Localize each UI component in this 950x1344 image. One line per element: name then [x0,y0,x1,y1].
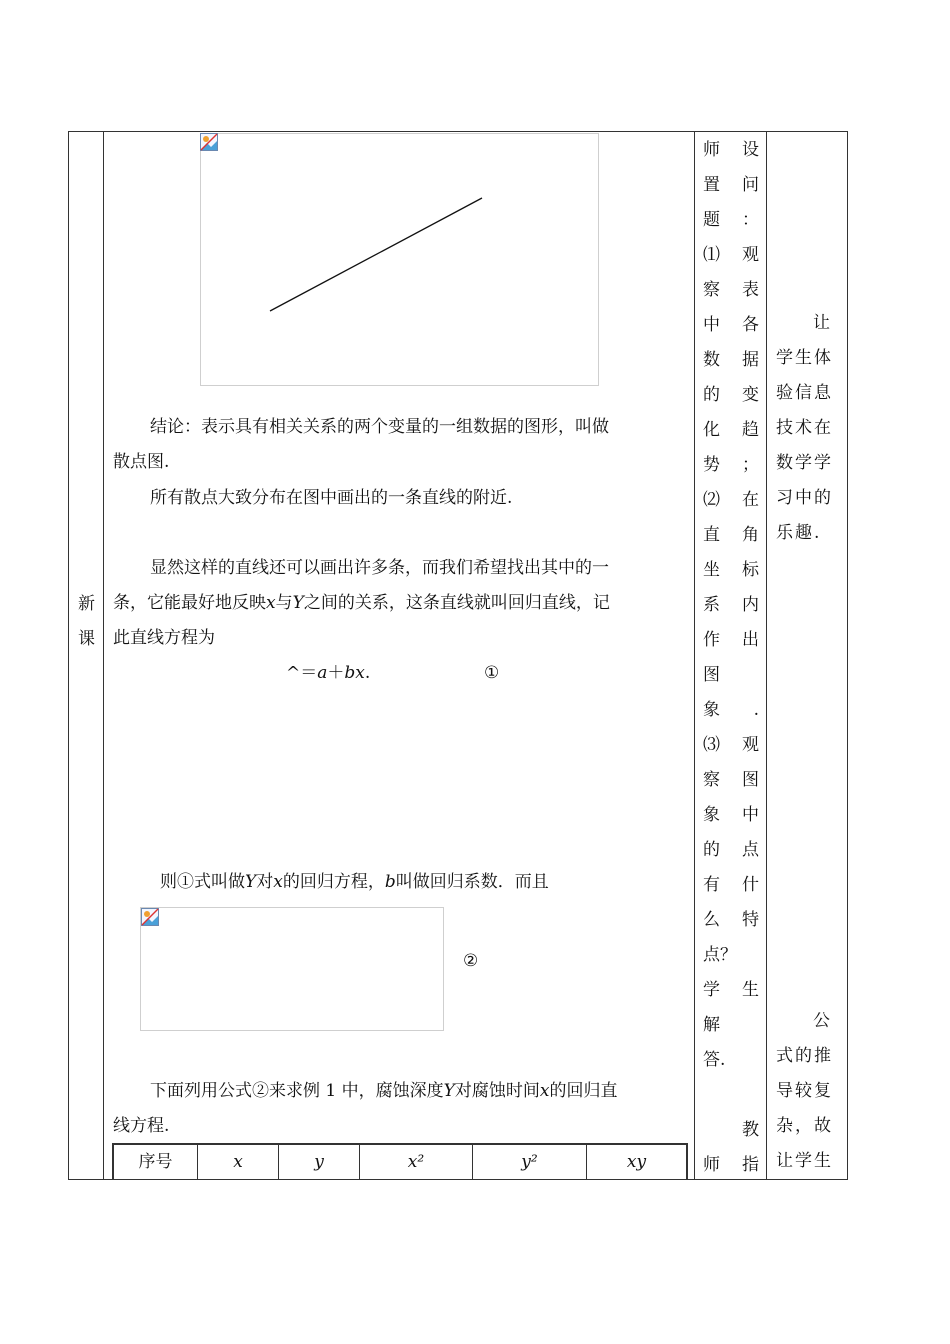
teacher-line [703,518,759,553]
char: ⑵ [703,490,720,510]
text-segment: 下面列用公式②来求例 1 中，腐蚀深度 [150,1081,444,1101]
teacher-line [703,798,759,833]
eq-end: . [364,663,371,683]
char: 答. [703,1050,726,1070]
regression-line [270,198,482,311]
char: 的 [703,840,720,860]
char: 象 [703,805,720,825]
char: 数 [703,350,720,370]
teacher-line [703,623,759,658]
equation-marker-2: ② [463,951,479,971]
regression-intro: 显然这样的直线还可以画出许多条，而我们希望找出其中的一 [150,558,609,578]
char: 作 [703,630,720,650]
table-header-y-squared: y² [521,1152,538,1172]
char: 表 [742,280,759,300]
teacher-line [703,1113,759,1148]
purpose-line: 让 [813,313,832,333]
teacher-line [703,553,759,588]
regression-definition [160,865,549,900]
eq-b: b [344,663,356,683]
char: 生 [742,980,759,1000]
text-segment: 对腐蚀时间 [454,1081,540,1101]
table-divider-main [694,131,695,1180]
teacher-line [703,728,759,763]
char: ； [742,455,759,475]
text-segment: 的回归方程， [282,872,385,892]
char: 设 [742,140,759,160]
teacher-line [703,833,759,868]
char: 的 [703,385,720,405]
char: 图 [703,665,720,685]
text-segment: 与 [275,593,293,613]
teacher-line [703,308,759,343]
data-table-border [686,1143,688,1180]
teacher-line [703,273,759,308]
char: 师 [703,1155,720,1175]
teacher-line [703,203,759,238]
regression-equation [286,656,370,691]
teacher-line [703,1008,759,1043]
char: 师 [703,140,720,160]
purpose-line: 验信息 [776,383,833,403]
teacher-line [703,133,759,168]
char: 化 [703,420,720,440]
table-divider-teacher [766,131,767,1180]
purpose-line: 杂，故 [776,1116,833,1136]
char: 势 [703,455,720,475]
purpose-line: 式的推 [776,1046,833,1066]
char: 坐 [703,560,720,580]
table-header-x-squared: x² [407,1152,425,1172]
eq-hat: ^＝ [286,663,318,683]
table-right-border [847,131,848,1180]
teacher-line [703,973,759,1008]
teacher-line [703,903,759,938]
char: 点？ [703,945,737,965]
var-y: Y [443,1081,455,1101]
char: 变 [742,385,759,405]
text-segment: 的回归直 [549,1081,618,1101]
char: 系 [703,595,720,615]
char: 指 [742,1155,759,1175]
var-x: x [273,872,283,892]
teacher-line [703,483,759,518]
purpose-line: 导较复 [776,1081,833,1101]
purpose-line: 技术在 [776,418,833,438]
char: 什 [742,875,759,895]
var-y: Y [292,593,304,613]
var-y: Y [245,872,257,892]
table-header-y: y [314,1152,324,1172]
text-segment: 对 [256,872,274,892]
char: 中 [742,805,759,825]
table-top-border [68,131,848,132]
char: 观 [742,245,759,265]
purpose-line: 公 [813,1011,832,1031]
purpose-line: 学生体 [776,348,833,368]
regression-intro-cont [113,586,610,621]
conclusion-text: 结论：表示具有相关关系的两个变量的一组数据的图形，叫做 [150,417,609,437]
char: . [753,700,759,720]
char: 出 [742,630,759,650]
char: 解 [703,1015,720,1035]
purpose-block-2 [776,1004,840,1179]
char: 置 [703,175,720,195]
purpose-line: 乐趣. [776,523,822,543]
purpose-line: 数学学 [776,453,833,473]
teacher-line [703,693,759,728]
char: ： [742,210,759,230]
table-header-xy: xy [626,1152,647,1172]
char: 察 [703,280,720,300]
teacher-line [703,868,759,903]
var-x: x [266,593,276,613]
char: 图 [742,770,759,790]
char: 据 [742,350,759,370]
var-b: b [384,872,396,892]
broken-image-icon [141,908,159,926]
purpose-line: 习中的 [776,488,833,508]
example-intro-cont: 线方程. [113,1116,170,1136]
char: 题 [703,210,720,230]
teacher-line [703,168,759,203]
text-segment: 之间的关系，这条直线就叫回归直线，记 [303,593,610,613]
char: 问 [742,175,759,195]
purpose-line: 让学生 [776,1151,833,1171]
section-label-char: 新 [78,594,95,614]
text-segment: 则①式叫做 [160,872,245,892]
char: 教 [742,1120,759,1140]
char: 直 [703,525,720,545]
eq-x: x [355,663,365,683]
char: 有 [703,875,720,895]
equation-marker-1: ① [484,663,500,683]
text-segment: 条，它能最好地反映 [113,593,266,613]
broken-image-icon [200,133,218,151]
scatter-plot-figure [200,133,599,386]
scatter-note: 所有散点大致分布在图中画出的一条直线的附近. [150,488,513,508]
eq-plus: ＋ [327,663,345,683]
char: 特 [742,910,759,930]
char: ⑶ [703,735,720,755]
teacher-activity-column [703,133,759,1183]
teacher-line [703,413,759,448]
teacher-line [703,378,759,413]
char: 察 [703,770,720,790]
conclusion-text-cont: 散点图. [113,452,170,472]
char: 观 [742,735,759,755]
eq-a: a [317,663,328,683]
example-intro [150,1074,617,1109]
purpose-block-1 [776,306,840,551]
formula-image [140,907,444,1031]
teacher-line [703,343,759,378]
char: 点 [742,840,759,860]
char: ⑴ [703,245,720,265]
text-segment: 叫做回归系数．而且 [395,872,549,892]
teacher-line [703,938,759,973]
teacher-line [703,448,759,483]
teacher-line [703,1043,759,1078]
regression-intro-end: 此直线方程为 [113,628,215,648]
table-header-index: 序号 [138,1152,173,1172]
char: 学 [703,980,720,1000]
var-x: x [539,1081,550,1101]
char: 中 [703,315,720,335]
section-label [70,587,103,657]
char: 么 [703,910,720,930]
teacher-line [703,588,759,623]
table-left-border [68,131,69,1180]
char: 趋 [742,420,759,440]
teacher-line [703,238,759,273]
table-header-x: x [233,1152,243,1172]
teacher-line [703,1148,759,1183]
char: 在 [742,490,759,510]
char: 各 [742,315,759,335]
teacher-line [703,1078,759,1113]
teacher-line [703,763,759,798]
teacher-line [703,658,759,693]
section-label-char: 课 [78,629,95,649]
table-divider-label [103,131,104,1180]
char: 标 [742,560,759,580]
char: 象 [703,700,720,720]
char: 内 [742,595,759,615]
char: 角 [742,525,759,545]
